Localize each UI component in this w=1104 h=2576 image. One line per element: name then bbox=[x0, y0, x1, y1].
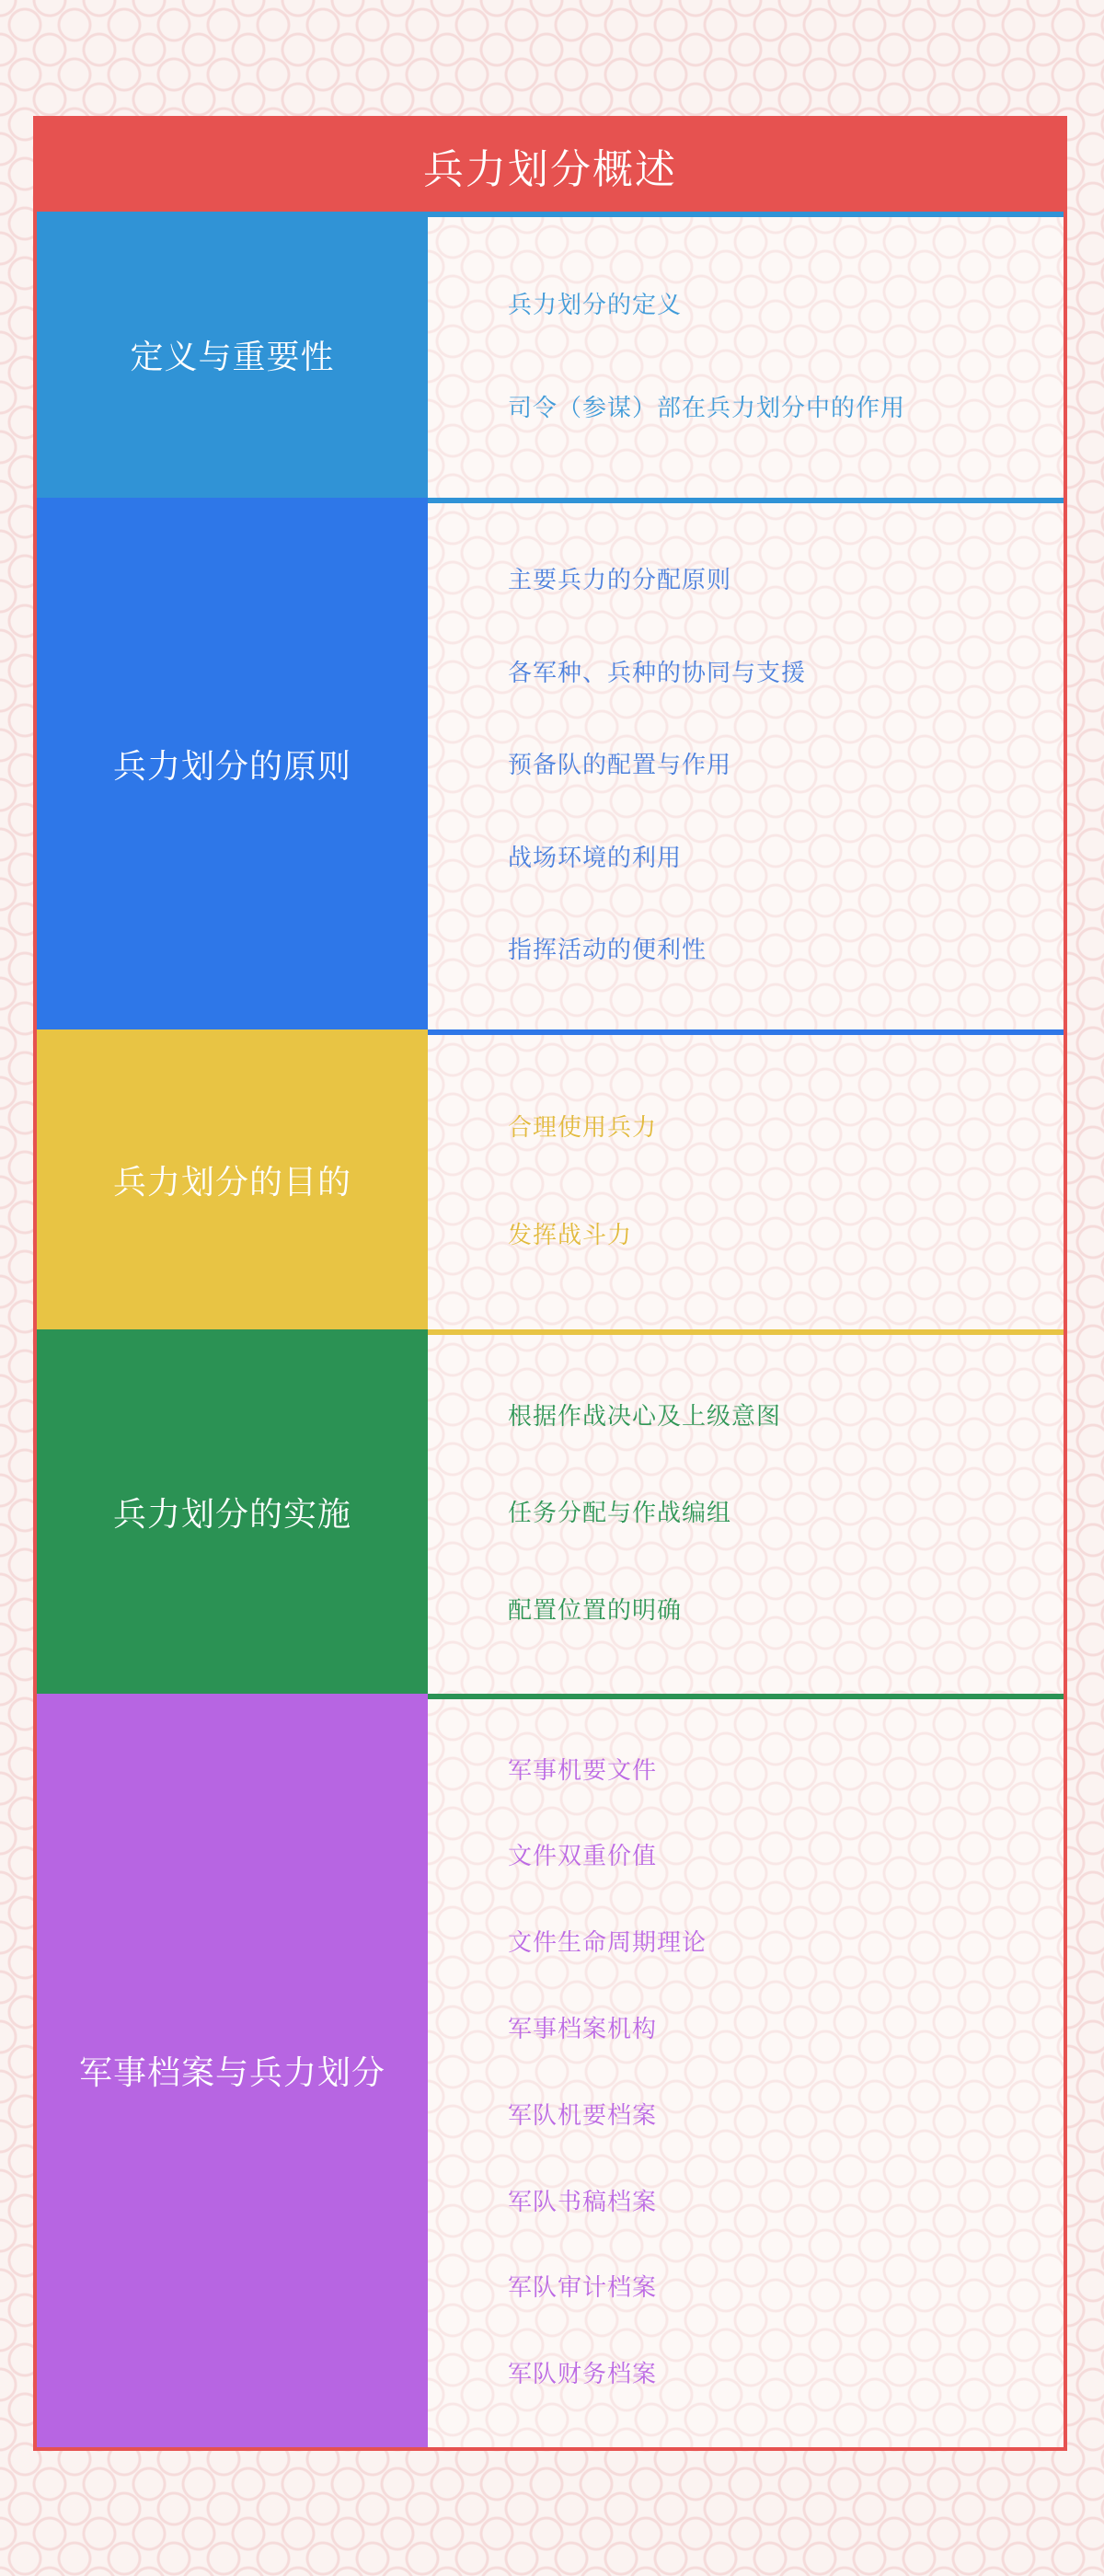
branch-item: 任务分配与作战编组 bbox=[508, 1500, 732, 1528]
branch-item: 指挥活动的便利性 bbox=[508, 937, 707, 965]
branch-item: 军队财务档案 bbox=[508, 2361, 658, 2389]
branch-item: 军队机要档案 bbox=[508, 2101, 658, 2130]
section-principles bbox=[37, 498, 1064, 1029]
branch-item: 军事机要文件 bbox=[508, 1756, 658, 1785]
section-definition-and-importance bbox=[37, 212, 1064, 498]
section-label: 定义与重要性 bbox=[37, 212, 428, 498]
section-content bbox=[428, 1029, 1064, 1329]
branch-item: 军队书稿档案 bbox=[508, 2188, 658, 2216]
section-label: 兵力划分的实施 bbox=[37, 1329, 428, 1694]
branch-item: 战场环境的利用 bbox=[508, 844, 683, 872]
section-content bbox=[428, 498, 1064, 1029]
mindmap-title-bar bbox=[37, 120, 1064, 212]
branch-item: 兵力划分的定义 bbox=[508, 291, 683, 319]
section-label: 军事档案与兵力划分 bbox=[37, 1694, 428, 2447]
branch-item: 文件生命周期理论 bbox=[508, 1929, 707, 1958]
branch-item: 军事档案机构 bbox=[508, 2016, 658, 2043]
branch-item: 文件双重价值 bbox=[508, 1843, 658, 1871]
section-content bbox=[428, 1329, 1064, 1694]
mindmap-title: 兵力划分概述 bbox=[423, 146, 677, 193]
branch-item: 合理使用兵力 bbox=[508, 1113, 658, 1142]
branch-item: 军队审计档案 bbox=[508, 2274, 658, 2303]
section-label: 兵力划分的目的 bbox=[37, 1029, 428, 1329]
branch-item: 配置位置的明确 bbox=[508, 1596, 683, 1625]
section-content bbox=[428, 1694, 1064, 2447]
section-military-archives bbox=[37, 1694, 1064, 2447]
section-content bbox=[428, 212, 1064, 498]
section-implementation bbox=[37, 1329, 1064, 1694]
branch-item: 各军种、兵种的协同与支援 bbox=[508, 659, 807, 687]
branch-item: 发挥战斗力 bbox=[508, 1221, 633, 1249]
section-purpose bbox=[37, 1029, 1064, 1329]
branch-item: 主要兵力的分配原则 bbox=[508, 567, 732, 595]
branch-item: 根据作战决心及上级意图 bbox=[508, 1403, 782, 1432]
mindmap-container bbox=[33, 116, 1067, 2451]
section-label: 兵力划分的原则 bbox=[37, 498, 428, 1029]
branch-item: 预备队的配置与作用 bbox=[508, 752, 732, 780]
branch-item: 司令（参谋）部在兵力划分中的作用 bbox=[508, 394, 906, 422]
